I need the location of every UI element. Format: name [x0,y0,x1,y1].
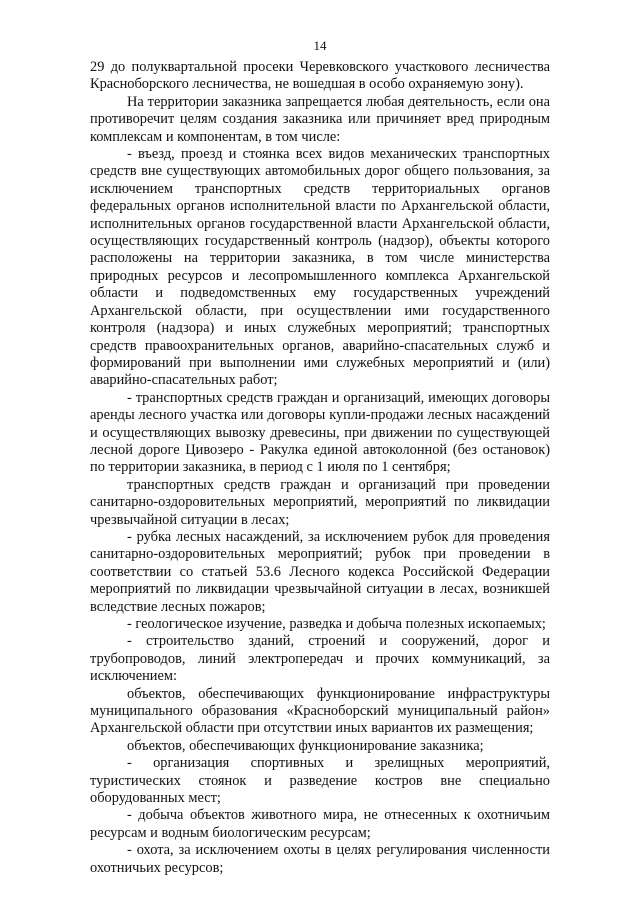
paragraph: 29 до полуквартальной просеки Черевковского участкового лесничества Красноборского лесничества, не вошедшая в особо охраняемую зону). [90,59,550,93]
list-item: - транспортных средств граждан и организаций, имеющих договоры аренды лесного участка или договоры купли-продажи лесных насаждений и осуществляющих вывозку древесины, при движении по существующей лесной дороге Цивозеро - Ракулка единой автоколонной (без остановок) по территории заказника, в период с 1 июля по 1 сентября; [90,389,550,476]
list-item: - охота, за исключением охоты в целях регулирования численности охотничьих ресурсов; [90,842,550,876]
page-number: 14 [313,38,327,53]
list-item: - въезд, проезд и стоянка всех видов механических транспортных средств вне существующих автомобильных дорог общего пользования, за исключением транспортных средств территориальных органов федеральных органов исполнительной власти по Архангельской области, исполнительных органов государственной власти Архангельской области, осуществляющих государственный контроль (надзор), объекты которого расположены на территории заказника, в том числе министерства природных ресурсов и лесопромышленного комплекса Архангельской области и подведомственных ему государственных учреждений Архангельской области, при осуществлении ими государственного контроля (надзора) и иных служебных мероприятий; транспортных средств правоохранительных органов, аварийно-спасательных служб и формирований при выполнении ими служебных мероприятий и (или) аварийно-спасательных работ; [90,146,550,389]
paragraph: объектов, обеспечивающих функционирование заказника; [127,737,484,754]
list-item: - добыча объектов животного мира, не отнесенных к охотничьим ресурсам и водным биологическим ресурсам; [90,807,550,841]
list-item: - рубка лесных насаждений, за исключением рубок для проведения санитарно-оздоровительных мероприятий; рубок при проведении в соответствии со статьей 53.6 Лесного кодекса Российской Федерации мероприятий по ликвидации чрезвычайной ситуации в лесах, возникшей вследствие лесных пожаров; [90,528,550,615]
list-item: - строительство зданий, строений и сооружений, дорог и трубопроводов, линий электропередач и прочих коммуникаций, за исключением: [90,633,550,685]
document-body [90,59,550,877]
paragraph: транспортных средств граждан и организаций при проведении санитарно-оздоровительных мероприятий, мероприятий по ликвидации чрезвычайной ситуации в лесах; [90,476,550,528]
paragraph: объектов, обеспечивающих функционирование инфраструктуры муниципального образования «Красноборский муниципальный район» Архангельской области при отсутствии иных вариантов их размещения; [90,685,550,737]
list-item: - организация спортивных и зрелищных мероприятий, туристических стоянок и разведение костров вне специально оборудованных мест; [90,755,550,807]
paragraph: На территории заказника запрещается любая деятельность, если она противоречит целям создания заказника или причиняет вред природным комплексам и компонентам, в том числе: [90,93,550,145]
list-item: - геологическое изучение, разведка и добыча полезных ископаемых; [127,616,546,632]
